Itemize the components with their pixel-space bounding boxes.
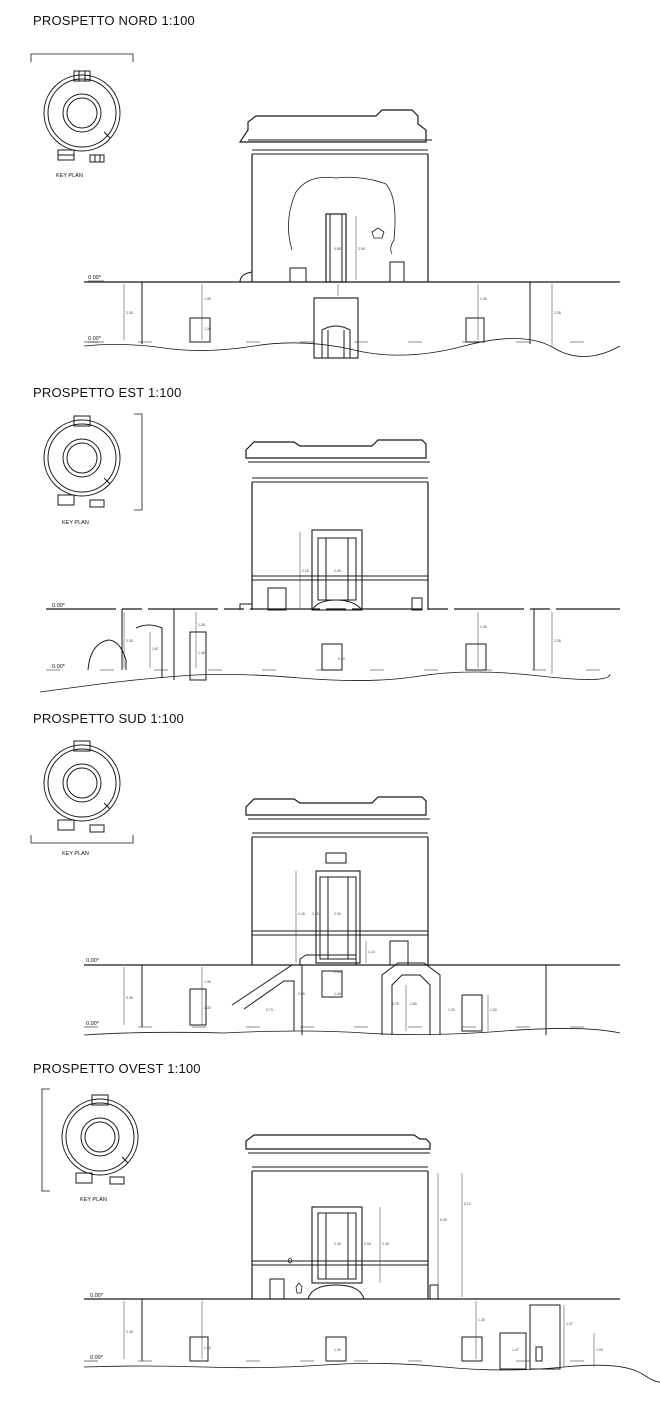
svg-text:1.35: 1.35 [198, 623, 205, 627]
svg-text:2.35: 2.35 [126, 639, 133, 643]
svg-text:1.40: 1.40 [334, 992, 341, 996]
level-label-bottom: 0.00* [86, 1021, 99, 1027]
svg-text:2.35: 2.35 [554, 639, 561, 643]
svg-text:1.30: 1.30 [204, 1346, 211, 1350]
svg-text:2.25: 2.25 [334, 569, 341, 573]
key-plan [44, 414, 142, 510]
elevation-east [0, 380, 660, 700]
level-label-top: 0.00* [88, 275, 101, 281]
svg-text:2.00: 2.00 [334, 912, 341, 916]
svg-text:1.35: 1.35 [204, 297, 211, 301]
svg-text:2.00: 2.00 [334, 1242, 341, 1246]
svg-text:2.15: 2.15 [302, 569, 309, 573]
key-plan-label: KEY PLAN [56, 173, 83, 179]
key-plan-label: KEY PLAN [62, 520, 89, 526]
elevation-drawing [0, 705, 660, 1045]
base-and-ground [40, 609, 620, 692]
svg-text:2.35: 2.35 [126, 311, 133, 315]
svg-text:2.35: 2.35 [126, 996, 133, 1000]
elevation-west [0, 1055, 660, 1414]
key-plan [31, 741, 133, 843]
svg-text:1.00: 1.00 [596, 1348, 603, 1352]
tower [246, 797, 430, 965]
level-label-top: 0.00* [86, 958, 99, 964]
level-label-top: 0.00* [52, 603, 65, 609]
svg-text:1.35: 1.35 [480, 297, 487, 301]
svg-text:5.10: 5.10 [464, 1202, 471, 1206]
svg-text:2.35: 2.35 [126, 1330, 133, 1334]
svg-text:1.87: 1.87 [152, 647, 159, 651]
base-and-ground [84, 955, 620, 1035]
tower [240, 440, 430, 610]
elevation-drawing [0, 1055, 660, 1414]
base-and-ground [84, 1299, 660, 1383]
svg-text:1.30: 1.30 [490, 1008, 497, 1012]
dimension-values [126, 569, 561, 661]
svg-text:2.25: 2.25 [312, 912, 319, 916]
dimension-values [126, 912, 497, 1012]
dimensions [124, 871, 488, 1031]
svg-text:1.30: 1.30 [448, 1008, 455, 1012]
svg-text:2.45: 2.45 [298, 912, 305, 916]
section-title: PROSPETTO SUD 1:100 [33, 711, 184, 726]
section-title: PROSPETTO NORD 1:100 [33, 13, 195, 28]
svg-text:2.00: 2.00 [358, 247, 365, 251]
level-label-bottom: 0.00* [90, 1355, 103, 1361]
svg-text:1.35: 1.35 [478, 1318, 485, 1322]
svg-text:1.07: 1.07 [566, 1322, 573, 1326]
svg-text:2.35: 2.35 [554, 311, 561, 315]
key-plan-label: KEY PLAN [62, 851, 89, 857]
svg-text:1.75: 1.75 [392, 1002, 399, 1006]
svg-text:0.90: 0.90 [338, 657, 345, 661]
svg-text:1.80: 1.80 [410, 1002, 417, 1006]
elevation-north [0, 0, 660, 370]
svg-text:2.05: 2.05 [298, 992, 305, 996]
level-label-bottom: 0.00* [52, 664, 65, 670]
svg-text:0.73: 0.73 [266, 1008, 273, 1012]
elevation-drawing [0, 380, 660, 700]
section-title: PROSPETTO OVEST 1:100 [33, 1061, 201, 1076]
level-label-bottom: 0.00* [88, 336, 101, 342]
svg-text:1.10: 1.10 [368, 950, 375, 954]
svg-text:6.45: 6.45 [440, 1218, 447, 1222]
dimension-values [126, 1202, 603, 1352]
svg-text:0.85: 0.85 [334, 970, 341, 974]
key-plan [42, 1089, 138, 1191]
dimensions [124, 1173, 594, 1367]
svg-text:1.47: 1.47 [512, 1348, 519, 1352]
key-plan-label: KEY PLAN [80, 1197, 107, 1203]
svg-text:0.85: 0.85 [334, 247, 341, 251]
level-label-top: 0.00* [90, 1293, 103, 1299]
svg-text:1.45: 1.45 [198, 651, 205, 655]
elevation-drawing [0, 0, 660, 370]
svg-text:1.30: 1.30 [204, 1006, 211, 1010]
section-title: PROSPETTO EST 1:100 [33, 385, 182, 400]
base-and-ground [84, 282, 620, 358]
dimensions [124, 532, 552, 674]
svg-text:1.30: 1.30 [334, 1348, 341, 1352]
elevation-south [0, 705, 660, 1045]
tower [246, 1135, 438, 1299]
key-plan [31, 54, 133, 162]
tower [240, 110, 432, 282]
svg-text:1.35: 1.35 [204, 980, 211, 984]
svg-text:1.30: 1.30 [204, 327, 211, 331]
svg-text:1.35: 1.35 [480, 625, 487, 629]
svg-text:2.05: 2.05 [364, 1242, 371, 1246]
svg-text:2.45: 2.45 [382, 1242, 389, 1246]
